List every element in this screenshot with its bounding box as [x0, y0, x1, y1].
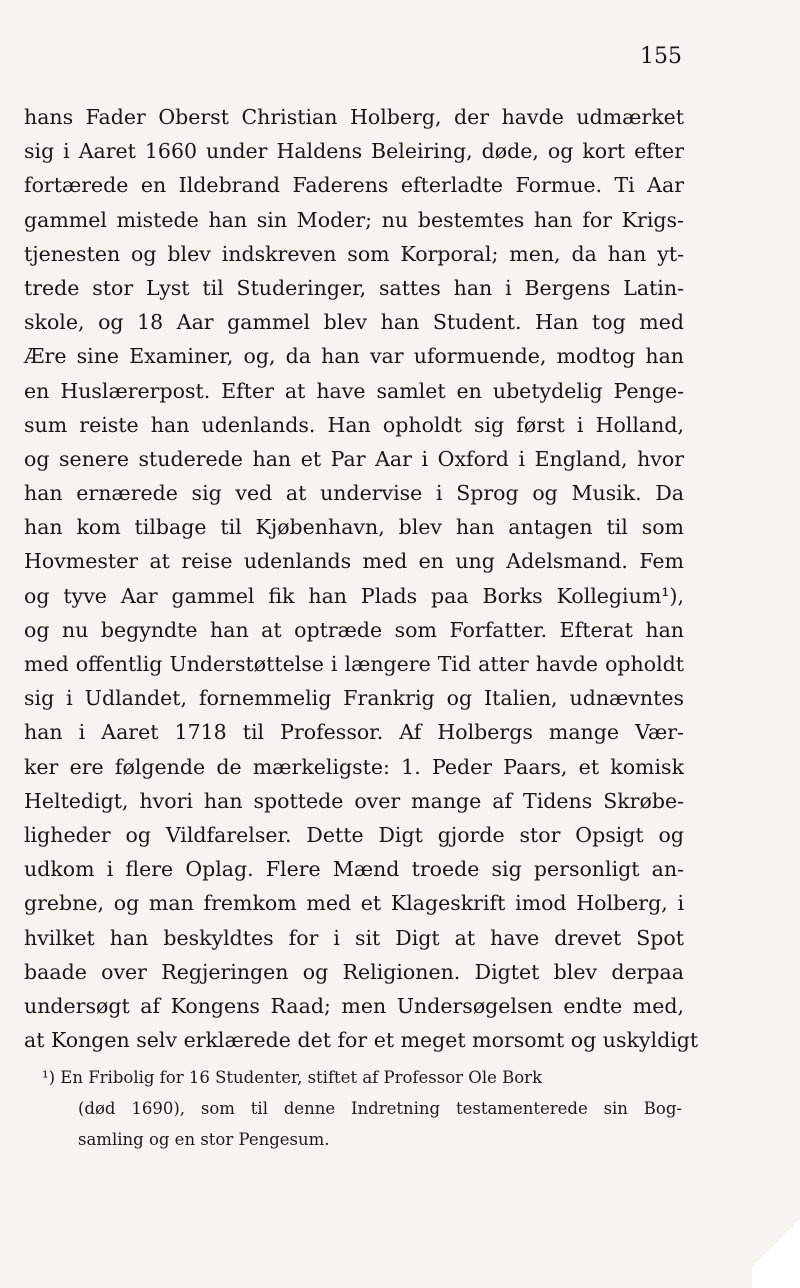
text-line: ligheder og Vildfarelser. Dette Digt gjorde stor Opsigt og — [24, 822, 684, 847]
text-line: og senere studerede han et Par Aar i Oxford i England, hvor — [24, 446, 684, 471]
footnote-block — [42, 1062, 682, 1155]
text-line: sum reiste han udenlands. Han opholdt sig først i Holland, — [24, 412, 684, 437]
text-line: baade over Regjeringen og Religionen. Digtet blev derpaa — [24, 959, 684, 984]
footnote-line: samling og en stor Pengesum. — [78, 1130, 330, 1149]
text-line: sig i Aaret 1660 under Haldens Beleiring, døde, og kort efter — [24, 139, 684, 164]
text-line: og tyve Aar gammel fik han Plads paa Borks Kollegium¹), — [24, 583, 684, 608]
text-line: gammel mistede han sin Moder; nu bestemtes han for Krigs- — [24, 207, 684, 232]
text-line: Hovmester at reise udenlands med en ung Adelsmand. Fem — [24, 549, 684, 574]
text-line: sig i Udlandet, fornemmelig Frankrig og Italien, udnævntes — [24, 686, 684, 711]
text-line: med offentlig Understøttelse i længere Tid atter havde opholdt — [24, 652, 684, 676]
text-line: Heltedigt, hvori han spottede over mange af Tidens Skrøbe- — [24, 788, 684, 813]
text-line: at Kongen selv erklærede det for et meget morsomt og uskyldigt — [24, 1028, 699, 1053]
text-line: han i Aaret 1718 til Professor. Af Holbergs mange Vær- — [24, 720, 684, 745]
text-line: og nu begyndte han at optræde som Forfatter. Efterat han — [24, 617, 684, 642]
footnote-line: ¹) En Fribolig for 16 Studenter, stiftet af Professor Ole Bork — [42, 1068, 543, 1087]
text-line: Ære sine Examiner, og, da han var uformuende, modtog han — [24, 344, 684, 369]
text-line: han ernærede sig ved at undervise i Sprog og Musik. Da — [24, 481, 684, 506]
text-line: skole, og 18 Aar gammel blev han Student. Han tog med — [24, 310, 684, 335]
page-number: 155 — [640, 44, 682, 69]
text-line: han kom tilbage til Kjøbenhavn, blev han antagen til som — [24, 515, 684, 540]
text-line: trede stor Lyst til Studeringer, sattes han i Bergens Latin- — [24, 275, 684, 300]
text-line: udkom i flere Oplag. Flere Mænd troede sig personligt an- — [24, 857, 684, 882]
text-line: fortærede en Ildebrand Faderens efterladte Formue. Ti Aar — [24, 173, 684, 198]
text-line: ker ere følgende de mærkeligste: 1. Peder Paars, et komisk — [24, 754, 684, 779]
text-line: undersøgt af Kongens Raad; men Undersøgelsen endte med, — [24, 993, 684, 1018]
text-line: hvilket han beskyldtes for i sit Digt at have drevet Spot — [24, 925, 684, 950]
text-line: tjenesten og blev indskreven som Korporal; men, da han yt- — [24, 241, 684, 266]
text-line: grebne, og man fremkom med et Klageskrift imod Holberg, i — [24, 891, 684, 916]
body-text — [24, 100, 699, 1057]
footnote-line: (død 1690), som til denne Indretning testamenterede sin Bog- — [78, 1099, 682, 1118]
text-line: en Huslærerpost. Efter at have samlet en ubetydelig Penge- — [24, 378, 684, 403]
text-line: hans Fader Oberst Christian Holberg, der havde udmærket — [24, 105, 684, 129]
